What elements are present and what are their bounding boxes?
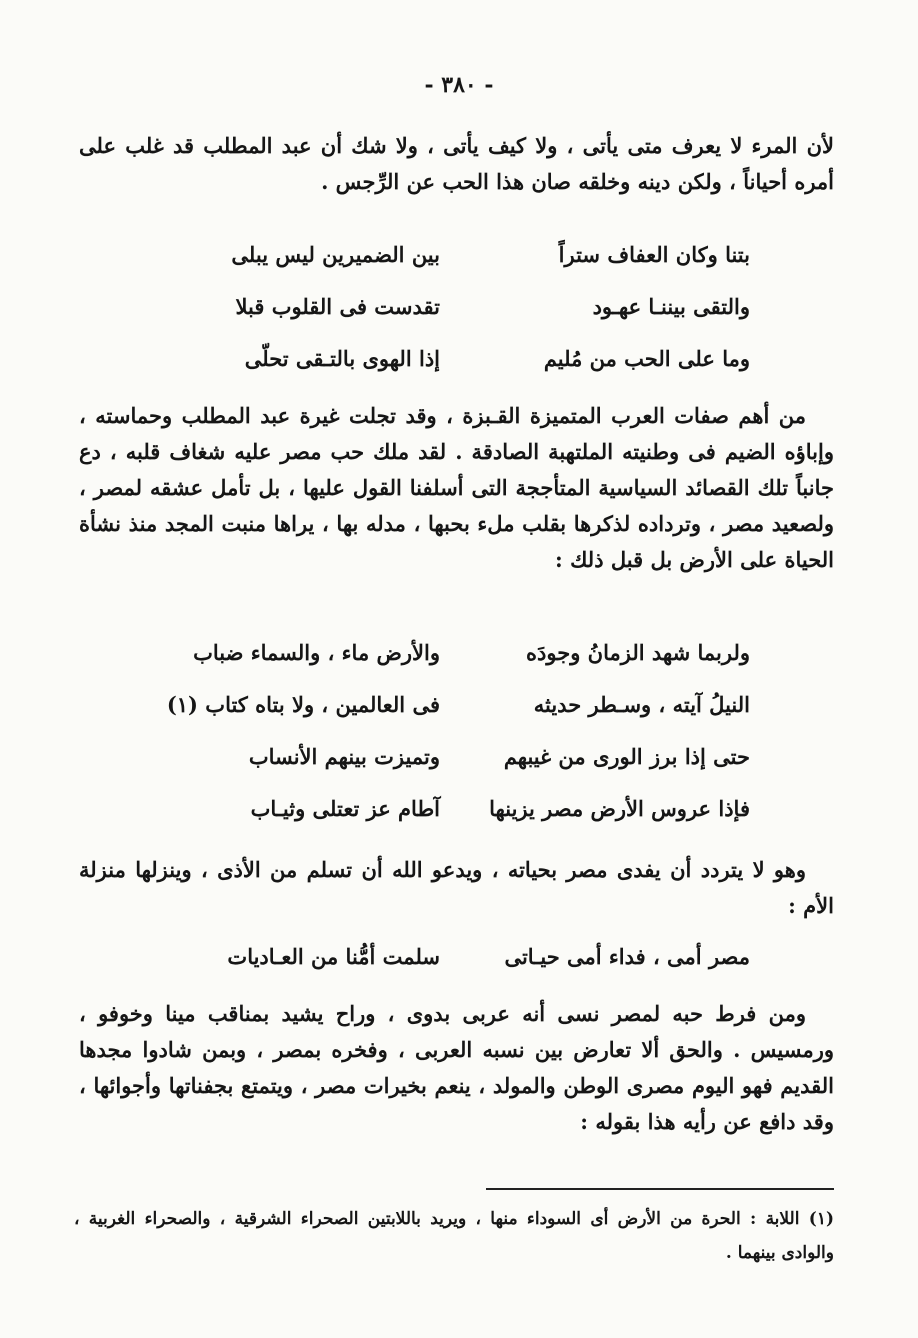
verse-hemistich-second: تقدست فى القلوب قبلا bbox=[235, 294, 440, 319]
page-number: - ٣٨٠ - bbox=[424, 72, 494, 98]
verse-hemistich-first: مصر أمى ، فداء أمى حيـاتى bbox=[504, 944, 750, 969]
verse-hemistich-first: ولربما شهد الزمانُ وجودَه bbox=[526, 640, 750, 665]
verse-hemistich-first: وما على الحب من مُليم bbox=[543, 346, 750, 371]
verse-hemistich-first: النيلُ آيته ، وسـطر حديثه bbox=[533, 692, 750, 717]
verse-hemistich-second: آطام عز تعتلى وثيـاب bbox=[250, 796, 440, 821]
verse-line bbox=[150, 242, 750, 282]
verse-hemistich-second: والأرض ماء ، والسماء ضباب bbox=[193, 640, 440, 665]
verse-line bbox=[150, 346, 750, 386]
verse-hemistich-second: سلمت أمُّنا من العـاديات bbox=[227, 944, 440, 969]
verse-hemistich-second: إذا الهوى بالتـقى تحلّى bbox=[244, 346, 440, 371]
verse-hemistich-first: بتنا وكان العفاف ستراً bbox=[558, 242, 750, 267]
verse-line bbox=[150, 944, 750, 984]
verse-hemistich-second: وتميزت بينهم الأنساب bbox=[248, 744, 440, 769]
verse-hemistich-second: بين الضميرين ليس يبلى bbox=[231, 242, 440, 267]
verse-hemistich-first: والتقى بيننـا عهـود bbox=[592, 294, 750, 319]
paragraph-1: لأن المرء لا يعرف متى يأتى ، ولا كيف يأتى ، ولا شك أن عبد المطلب قد غلب على أمره أحياناً ، ولكن دينه وخلقه صان هذا الحب عن الرِّجس . bbox=[79, 133, 834, 194]
verse-hemistich-second: فى العالمين ، ولا بتاه كتاب (١) bbox=[166, 692, 440, 717]
paragraph-2: من أهم صفات العرب المتميزة القـبزة ، وقد تجلت غيرة عبد المطلب وحماسته ، وإباؤه الضيم فى وطنيته الملتهبة الصادقة . لقد ملك حب مصر عليه شغاف قلبه ، دع جانباً تلك القصائد السياسية المتأججة التى أسلفنا القول عليها ، بل تأمل عشقه لمصر ، ولصعيد مصر ، وترداده لذكرها بقلب ملء بحبها ، مدله بها ، يراها منبت المجد منذ نشأة الحياة على الأرض بل قبل ذلك : bbox=[79, 403, 834, 572]
verse-line bbox=[150, 744, 750, 784]
verse-hemistich-first: حتى إذا برز الورى من غيبهم bbox=[503, 744, 750, 769]
verse-hemistich-first: فإذا عروس الأرض مصر يزينها bbox=[489, 796, 750, 821]
footnote: (١) اللابة : الحرة من الأرض أى السوداء منها ، ويريد باللابتين الصحراء الشرقية ، والصحراء الغربية ، والوادى بينهما . bbox=[74, 1209, 834, 1263]
footnote-divider bbox=[486, 1188, 834, 1190]
verse-line bbox=[150, 640, 750, 680]
paragraph-4: ومن فرط حبه لمصر نسى أنه عربى بدوى ، وراح يشيد بمناقب مينا وخوفو ، ورمسيس . والحق ألا تعارض بين نسبه العربى ، وفخره بمصر ، وبمن شادوا مجدها القديم فهو اليوم مصرى الوطن والمولد ، ينعم بخيرات مصر ، ويتمتع بجفناتها وأجوائها ، وقد دافع عن رأيه هذا بقوله : bbox=[79, 1001, 834, 1134]
verse-line bbox=[150, 796, 750, 836]
verse-line bbox=[150, 692, 750, 732]
paragraph-3: وهو لا يتردد أن يفدى مصر بحياته ، ويدعو الله أن تسلم من الأذى ، وينزلها منزلة الأم : bbox=[79, 857, 834, 918]
verse-line bbox=[150, 294, 750, 334]
